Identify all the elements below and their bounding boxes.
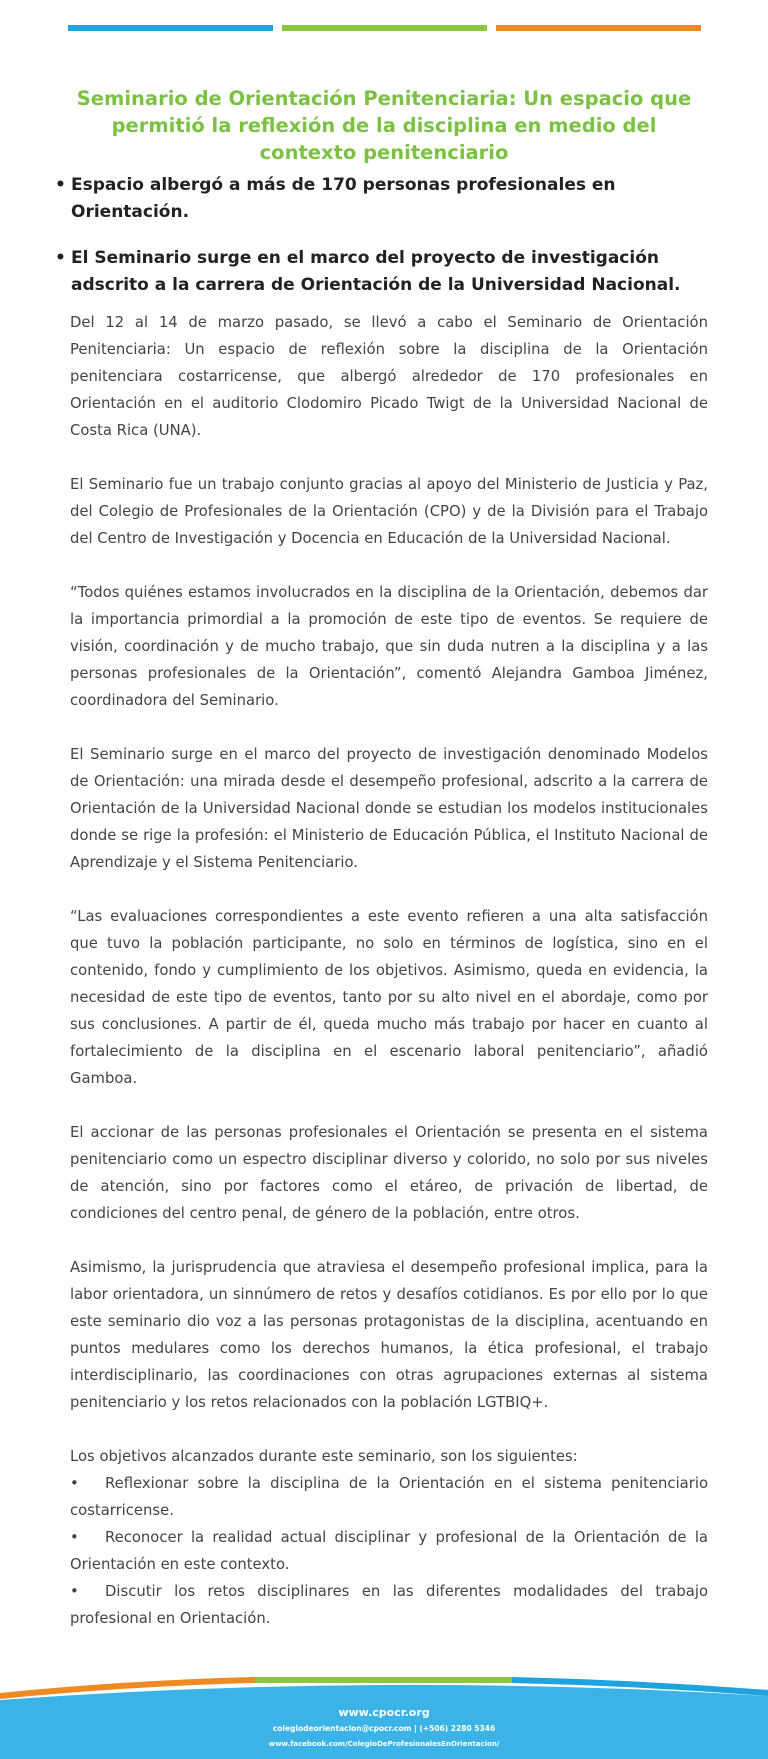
bar-orange (496, 25, 701, 31)
footer-facebook-link[interactable]: www.facebook.com/ColegioDeProfesionalesEnOrientacion/ (268, 1740, 500, 1748)
bar-blue (68, 25, 273, 31)
highlights-list (55, 172, 705, 299)
paragraph: El accionar de las personas profesionales el Orientación se presenta en el sistema penitenciario como un espectro disciplinar diverso y colorido, no solo por sus niveles de atención, sino por factores como el etáreo, de privación de libertad, de condiciones del centro penal, de género de la población, entre otros. (70, 1124, 708, 1222)
objectives-list (70, 1470, 708, 1632)
paragraph: Asimismo, la jurisprudencia que atraviesa el desempeño profesional implica, para la labor orientadora, un sinnúmero de retos y desafíos cotidianos. Es por ello por lo que este seminario dio voz a las personas protagonistas de la disciplina, acentuando en puntos medulares como los derechos humanos, la ética profesional, el trabajo interdisciplinario, las coordinaciones con otras agrupaciones externas al sistema penitenciario y los retos relacionados con la población LGTBIQ+. (70, 1259, 708, 1411)
objective-item: • Reflexionar sobre la disciplina de la Orientación en el sistema penitenciario costarricense. (70, 1470, 708, 1524)
bar-green (282, 25, 487, 31)
footer-website-link[interactable]: www.cpocr.org (338, 1706, 430, 1719)
objective-item: • Reconocer la realidad actual disciplinar y profesional de la Orientación de la Orientación en este contexto. (70, 1524, 708, 1578)
article-title: Seminario de Orientación Penitenciaria: Un espacio que permitió la reflexión de la disciplina en medio del contexto penitenciario (76, 87, 692, 165)
top-color-bars (68, 25, 701, 31)
bullet-icon: • (70, 1475, 79, 1492)
footer-stripe-green (255, 1677, 512, 1683)
footer-contact: colegiodeorientacion@cpocr.com | (+506) 2280 5346 (272, 1724, 496, 1733)
paragraph: “Todos quiénes estamos involucrados en la disciplina de la Orientación, debemos dar la importancia primordial a la promoción de este tipo de eventos. Se requiere de visión, coordinación y de mucho trabajo, que sin duda nutren a la disciplina y a las personas profesionales de la Orientación”, comentó Alejandra Gamboa Jiménez, coordinadora del Seminario. (70, 584, 708, 709)
paragraph: “Las evaluaciones correspondientes a este evento refieren a una alta satisfacción que tuvo la población participante, no solo en términos de logística, sino en el contenido, fondo y cumplimiento de los objetivos. Asimismo, queda en evidencia, la necesidad de este tipo de eventos, tanto por su alto nivel en el abordaje, como por sus conclusiones. A partir de él, queda mucho más trabajo por hacer en cuanto al fortalecimiento de la disciplina en el escenario laboral penitenciario”, añadió Gamboa. (70, 908, 708, 1087)
paragraph: Del 12 al 14 de marzo pasado, se llevó a cabo el Seminario de Orientación Penitenciaria: Un espacio de reflexión sobre la disciplina de la Orientación penitenciara costarricense, que albergó alrededor de 170 profesionales en Orientación en el auditorio Clodomiro Picado Twigt de la Universidad Nacional de Costa Rica (UNA). (70, 314, 708, 439)
bullet-icon: • (70, 1583, 79, 1600)
article-body (70, 309, 708, 1632)
footer (0, 1676, 768, 1759)
bullet-icon: • (55, 248, 66, 268)
highlight-item: • Espacio albergó a más de 170 personas profesionales en Orientación. (55, 172, 705, 226)
objectives-intro: Los objetivos alcanzados durante este seminario, son los siguientes: (70, 1448, 578, 1465)
bullet-icon: • (70, 1529, 79, 1546)
objective-item: • Discutir los retos disciplinares en las diferentes modalidades del trabajo profesional en Orientación. (70, 1578, 708, 1632)
highlight-item: • El Seminario surge en el marco del proyecto de investigación adscrito a la carrera de Orientación de la Universidad Nacional. (55, 245, 705, 299)
paragraph: El Seminario surge en el marco del proyecto de investigación denominado Modelos de Orientación: una mirada desde el desempeño profesional, adscrito a la carrera de Orientación de la Universidad Nacional donde se estudian los modelos institucionales donde se rige la profesión: el Ministerio de Educación Pública, el Instituto Nacional de Aprendizaje y el Sistema Penitenciario. (70, 746, 708, 871)
bullet-icon: • (55, 175, 66, 195)
paragraph: El Seminario fue un trabajo conjunto gracias al apoyo del Ministerio de Justicia y Paz, del Colegio de Profesionales de la Orientación (CPO) y de la División para el Trabajo del Centro de Investigación y Docencia en Educación de la Universidad Nacional. (70, 476, 708, 547)
